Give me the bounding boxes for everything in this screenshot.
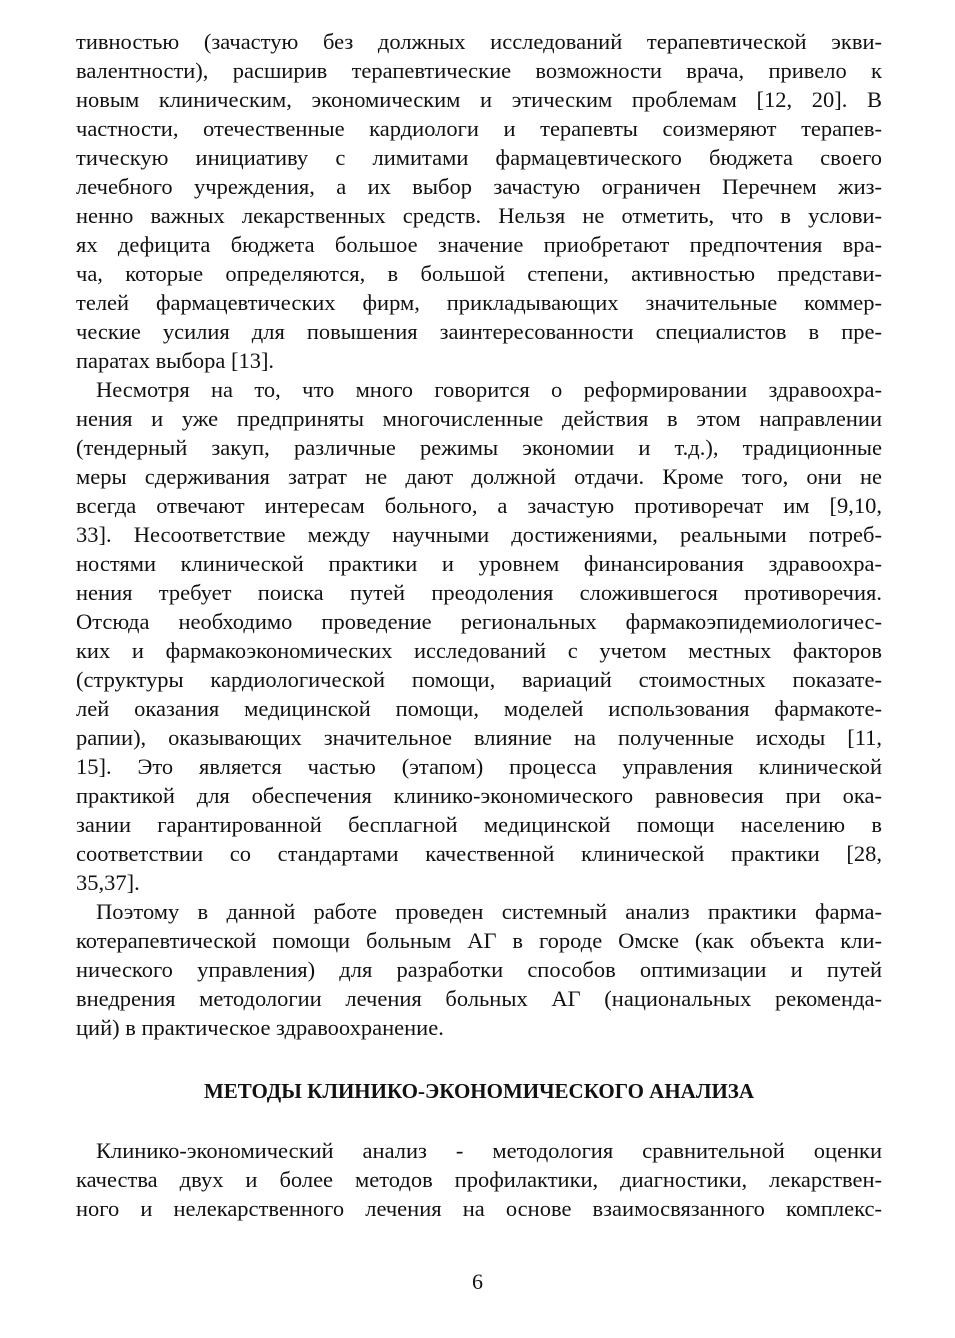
text-line: ческие усилия для повышения заинтересованности специалистов в пре- bbox=[76, 319, 882, 344]
text-line: (тендерный закуп, различные режимы экономии и т.д.), традиционные bbox=[76, 435, 882, 460]
text-line: ностями клинической практики и уровнем финансирования здравоохра- bbox=[76, 551, 882, 576]
text-line: 33]. Несоответствие между научными достижениями, реальными потреб- bbox=[76, 522, 882, 547]
text-line: Клинико-экономический анализ - методология сравнительной оценки bbox=[96, 1138, 882, 1163]
text-line: котерапевтической помощи больным АГ в городе Омске (как объекта кли- bbox=[76, 928, 882, 953]
text-line: ненно важных лекарственных средств. Нельзя не отметить, что в услови- bbox=[76, 203, 882, 228]
page-number: 6 bbox=[472, 1269, 483, 1294]
text-line: Поэтому в данной работе проведен системный анализ практики фарма- bbox=[96, 899, 882, 924]
text-line: ций) в практическое здравоохранение. bbox=[76, 1015, 444, 1040]
text-line: качества двух и более методов профилактики, диагностики, лекарствен- bbox=[76, 1167, 882, 1192]
text-line: нического управления) для разработки способов оптимизации и путей bbox=[76, 957, 882, 982]
text-line: тивностью (зачастую без должных исследований терапевтической экви- bbox=[76, 29, 882, 54]
text-line: паратах выбора [13]. bbox=[76, 348, 275, 373]
text-line: практикой для обеспечения клинико-экономического равновесия при ока- bbox=[76, 783, 882, 808]
text-line: нения и уже предприняты многочисленные действия в этом направлении bbox=[76, 406, 882, 431]
text-line: лей оказания медицинской помощи, моделей использования фармакоте- bbox=[76, 696, 882, 721]
text-line: 35,37]. bbox=[76, 870, 140, 895]
text-line: рапии), оказывающих значительное влияние на полученные исходы [11, bbox=[76, 725, 882, 750]
section-heading: МЕТОДЫ КЛИНИКО-ЭКОНОМИЧЕСКОГО АНАЛИЗА bbox=[203, 1079, 755, 1103]
text-line: внедрения методологии лечения больных АГ (национальных рекоменда- bbox=[76, 986, 882, 1011]
text-line: нения требует поиска путей преодоления сложившегося противоречия. bbox=[76, 580, 882, 605]
text-line: новым клиническим, экономическим и этическим проблемам [12, 20]. В bbox=[76, 87, 882, 112]
text-line: лечебного учреждения, а их выбор зачастую ограничен Перечнем жиз- bbox=[76, 174, 882, 199]
text-line: 15]. Это является частью (этапом) процесса управления клинической bbox=[76, 754, 882, 779]
text-line: Несмотря на то, что много говорится о реформировании здравоохра- bbox=[96, 377, 882, 402]
text-line: тическую инициативу с лимитами фармацевтического бюджета своего bbox=[76, 145, 882, 170]
text-line: ча, которые определяются, в большой степени, активностью представи- bbox=[76, 261, 882, 286]
text-line: ях дефицита бюджета большое значение приобретают предпочтения вра- bbox=[76, 232, 882, 257]
text-line: телей фармацевтических фирм, прикладывающих значительные коммер- bbox=[76, 290, 882, 315]
text-line: соответствии со стандартами качественной клинической практики [28, bbox=[76, 841, 882, 866]
text-line: (структуры кардиологической помощи, вариаций стоимостных показате- bbox=[76, 667, 882, 692]
text-line: меры сдерживания затрат не дают должной отдачи. Кроме того, они не bbox=[76, 464, 882, 489]
text-line: частности, отечественные кардиологи и терапевты соизмеряют терапев- bbox=[76, 116, 882, 141]
text-line: валентности), расширив терапевтические возможности врача, привело к bbox=[76, 58, 882, 83]
text-line: зании гарантированной бесплагной медицинской помощи населению в bbox=[76, 812, 882, 837]
text-line: всегда отвечают интересам больного, а зачастую противоречат им [9,10, bbox=[76, 493, 882, 518]
text-line: ких и фармакоэкономических исследований с учетом местных факторов bbox=[76, 638, 882, 663]
text-line: ного и нелекарственного лечения на основе взаимосвязанного комплекс- bbox=[76, 1196, 882, 1221]
text-line: Отсюда необходимо проведение региональных фармакоэпидемиологичес- bbox=[76, 609, 882, 634]
